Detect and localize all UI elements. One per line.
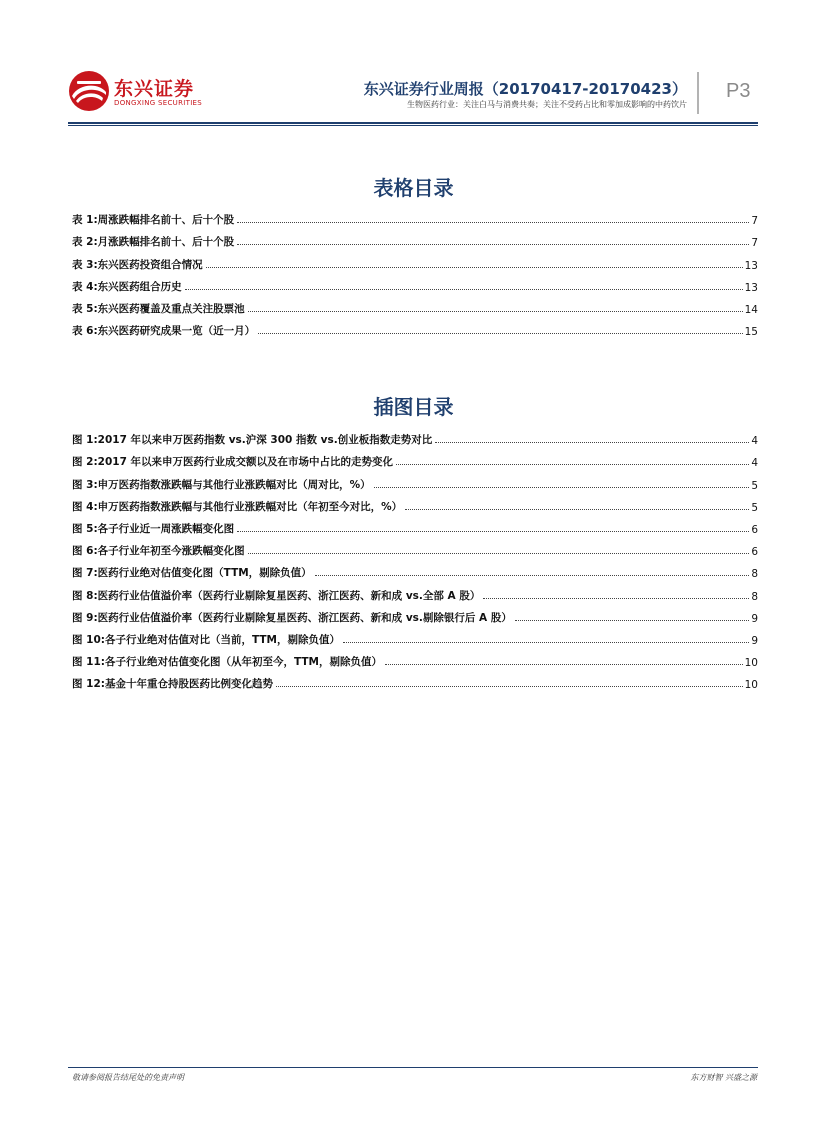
footer-disclaimer: 敬请参阅报告结尾处的免责声明 xyxy=(72,1073,184,1082)
toc-entry[interactable] xyxy=(72,492,758,514)
toc-entry[interactable] xyxy=(72,425,758,447)
toc-leader-dots xyxy=(248,311,743,312)
figures-toc xyxy=(72,425,758,691)
toc-entry-page[interactable]: 6 xyxy=(751,546,758,559)
toc-entry-page[interactable]: 9 xyxy=(751,634,758,647)
toc-entry-page[interactable]: 10 xyxy=(744,679,758,692)
toc-entry[interactable] xyxy=(72,316,758,338)
toc-entry-label[interactable]: 图 6:各子行业年初至今涨跌幅变化图 xyxy=(72,545,245,558)
toc-entry-label[interactable]: 表 1:周涨跌幅排名前十、后十个股 xyxy=(72,214,235,227)
toc-entry-page[interactable]: 8 xyxy=(751,590,758,603)
toc-leader-dots xyxy=(276,686,743,687)
toc-entry-label[interactable]: 图 10:各子行业绝对估值对比（当前，TTM，剔除负值） xyxy=(72,633,340,646)
toc-entry[interactable] xyxy=(72,294,758,316)
toc-leader-dots xyxy=(315,575,750,576)
report-title: 东兴证券行业周报（20170417-20170423） xyxy=(363,80,687,98)
toc-entry[interactable] xyxy=(72,603,758,625)
toc-leader-dots xyxy=(385,664,743,665)
tables-toc xyxy=(72,205,758,338)
toc-entry-label[interactable]: 表 3:东兴医药投资组合情况 xyxy=(72,258,203,271)
toc-entry-label[interactable]: 表 4:东兴医药组合历史 xyxy=(72,280,182,293)
toc-entry-label[interactable]: 图 3:申万医药指数涨跌幅与其他行业涨跌幅对比（周对比，%） xyxy=(72,478,371,491)
toc-entry-label[interactable]: 图 9:医药行业估值溢价率（医药行业剔除复星医药、浙江医药、新和成 vs.剔除银行后 A 股） xyxy=(72,611,512,624)
report-subtitle: 生物医药行业：关注白马与消费共奏；关注不受药占比和零加成影响的中药饮片 xyxy=(407,100,687,109)
toc-entry[interactable] xyxy=(72,249,758,271)
toc-leader-dots xyxy=(237,222,749,223)
toc-leader-dots xyxy=(374,487,750,488)
toc-entry-page[interactable]: 10 xyxy=(744,657,758,670)
toc-leader-dots xyxy=(185,289,743,290)
toc-entry-label[interactable]: 图 2:2017 年以来申万医药行业成交额以及在市场中占比的走势变化 xyxy=(72,456,394,469)
toc-entry[interactable] xyxy=(72,447,758,469)
footer-rule xyxy=(68,1067,758,1068)
toc-entry[interactable] xyxy=(72,558,758,580)
page-header xyxy=(0,0,827,130)
toc-leader-dots xyxy=(248,553,750,554)
logo-mark-icon xyxy=(68,70,110,112)
toc-entry[interactable] xyxy=(72,205,758,227)
header-divider xyxy=(697,72,699,114)
toc-entry[interactable] xyxy=(72,536,758,558)
footer-slogan: 东方财智 兴盛之源 xyxy=(690,1073,757,1082)
toc-entry-page[interactable]: 15 xyxy=(744,326,758,339)
tables-toc-heading: 表格目录 xyxy=(373,176,454,200)
toc-entry-label[interactable]: 图 12:基金十年重仓持股医药比例变化趋势 xyxy=(72,678,273,691)
toc-leader-dots xyxy=(396,464,749,465)
toc-entry-label[interactable]: 图 8:医药行业估值溢价率（医药行业剔除复星医药、浙江医药、新和成 vs.全部 A 股） xyxy=(72,589,481,602)
toc-leader-dots xyxy=(237,244,749,245)
toc-entry-page[interactable]: 6 xyxy=(751,523,758,536)
toc-entry[interactable] xyxy=(72,272,758,294)
header-rule xyxy=(68,122,758,124)
toc-entry-page[interactable]: 13 xyxy=(744,259,758,272)
page-number: P3 xyxy=(726,80,751,102)
toc-entry-page[interactable]: 5 xyxy=(751,479,758,492)
toc-leader-dots xyxy=(483,598,749,599)
toc-entry[interactable] xyxy=(72,469,758,491)
figures-toc-heading: 插图目录 xyxy=(373,395,454,419)
toc-entry[interactable] xyxy=(72,514,758,536)
toc-leader-dots xyxy=(343,642,749,643)
toc-entry-page[interactable]: 9 xyxy=(751,612,758,625)
toc-leader-dots xyxy=(435,442,749,443)
toc-entry-label[interactable]: 表 5:东兴医药覆盖及重点关注股票池 xyxy=(72,302,245,315)
toc-leader-dots xyxy=(206,267,743,268)
toc-leader-dots xyxy=(405,509,749,510)
toc-entry-page[interactable]: 8 xyxy=(751,568,758,581)
toc-entry[interactable] xyxy=(72,647,758,669)
toc-entry-label[interactable]: 表 2:月涨跌幅排名前十、后十个股 xyxy=(72,236,235,249)
toc-entry-page[interactable]: 5 xyxy=(751,501,758,514)
header-rule-thin xyxy=(68,125,758,126)
toc-leader-dots xyxy=(515,620,749,621)
company-logo xyxy=(68,70,208,114)
toc-entry-label[interactable]: 图 11:各子行业绝对估值变化图（从年初至今，TTM，剔除负值） xyxy=(72,656,382,669)
toc-leader-dots xyxy=(237,531,749,532)
logo-chinese-name: 东兴证券 xyxy=(114,78,195,100)
toc-entry-page[interactable]: 4 xyxy=(751,457,758,470)
toc-entry-label[interactable]: 图 4:申万医药指数涨跌幅与其他行业涨跌幅对比（年初至今对比，%） xyxy=(72,500,403,513)
toc-entry-page[interactable]: 7 xyxy=(751,215,758,228)
toc-entry-label[interactable]: 图 5:各子行业近一周涨跌幅变化图 xyxy=(72,522,235,535)
toc-leader-dots xyxy=(258,333,742,334)
toc-entry-label[interactable]: 图 1:2017 年以来申万医药指数 vs.沪深 300 指数 vs.创业板指数走势对比 xyxy=(72,434,433,447)
toc-entry-label[interactable]: 表 6:东兴医药研究成果一览（近一月） xyxy=(72,325,256,338)
toc-entry[interactable] xyxy=(72,669,758,691)
toc-entry[interactable] xyxy=(72,625,758,647)
toc-entry-page[interactable]: 13 xyxy=(744,281,758,294)
logo-english-name: DONGXING SECURITIES xyxy=(114,99,203,107)
toc-entry-label[interactable]: 图 7:医药行业绝对估值变化图（TTM，剔除负值） xyxy=(72,567,312,580)
toc-entry[interactable] xyxy=(72,580,758,602)
toc-entry-page[interactable]: 14 xyxy=(744,303,758,316)
toc-entry-page[interactable]: 7 xyxy=(751,237,758,250)
toc-entry[interactable] xyxy=(72,227,758,249)
toc-entry-page[interactable]: 4 xyxy=(751,435,758,448)
